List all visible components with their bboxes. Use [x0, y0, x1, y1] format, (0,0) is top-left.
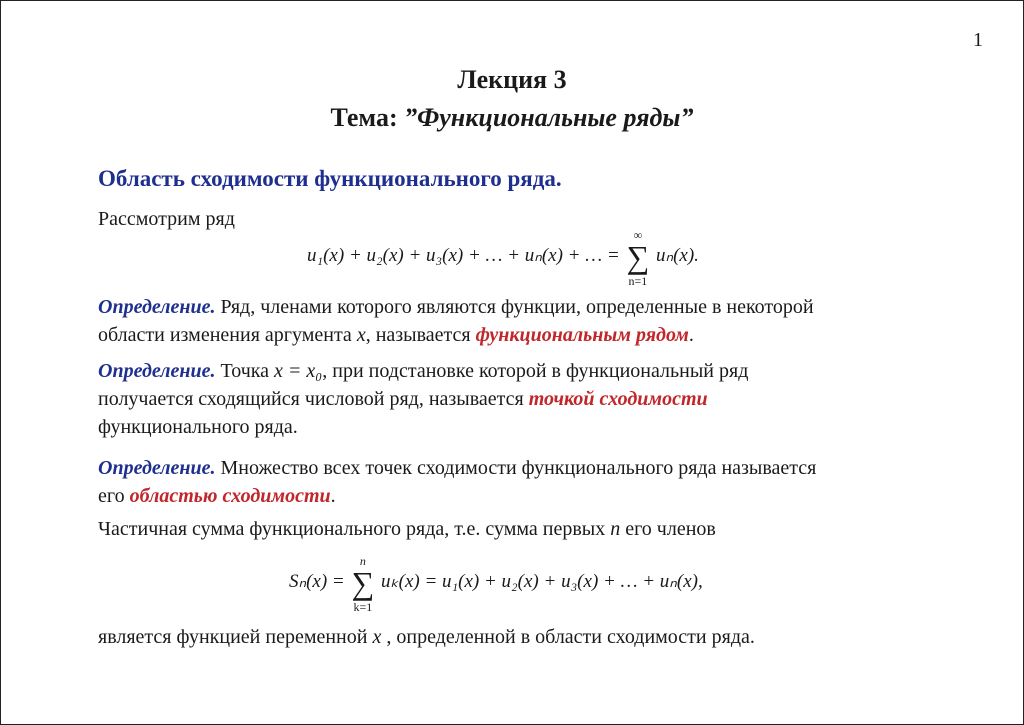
definition-text: Ряд, членами которого являются функции, определенные в некоторой — [215, 296, 814, 318]
summation-sign: ∑ n k=1 — [351, 567, 374, 599]
definition-label: Определение. — [98, 457, 216, 479]
partial-sum-text — [98, 515, 716, 543]
term-convergence-domain: областью сходимости — [129, 485, 331, 507]
sum-lower-limit: n=1 — [628, 274, 648, 288]
variable-x: x — [356, 324, 366, 346]
point-expression: x = x₀ — [274, 360, 323, 382]
definition-label: Определение. — [98, 296, 216, 318]
definition-2-line-3: функционального ряда. — [98, 416, 298, 438]
sum-upper-limit: ∞ — [633, 228, 643, 242]
definition-text: Точка — [215, 360, 275, 382]
definition-2-line-1 — [98, 357, 748, 385]
definition-3-line-2 — [98, 482, 336, 510]
definition-text: , при подстановке которой в функциональный ряд — [322, 360, 749, 382]
section-heading: Область сходимости функционального ряда. — [98, 166, 562, 191]
definition-label: Определение. — [98, 360, 216, 382]
partial-sum-formula — [289, 554, 703, 614]
variable-x: x — [372, 626, 382, 648]
definition-3-line-1 — [98, 454, 816, 482]
series-formula — [307, 228, 699, 288]
variable-n: n — [610, 518, 621, 540]
sum-term: uₙ(x). — [656, 245, 699, 266]
definition-text: , называется — [365, 324, 476, 346]
definition-text: получается сходящийся числовой ряд, называется — [98, 388, 529, 410]
definition-text: Множество всех точек сходимости функционального ряда называется — [215, 457, 817, 479]
definition-text: области изменения аргумента — [98, 324, 357, 346]
topic-line — [1, 103, 1023, 133]
definition-text: . — [688, 324, 694, 346]
intro-text: Рассмотрим ряд — [98, 208, 235, 230]
definition-1-line-2 — [98, 321, 694, 349]
topic-name: ”Функциональные ряды” — [404, 103, 694, 132]
partial-sum-lhs: Sₙ(x) = — [289, 571, 345, 592]
definition-2-line-2 — [98, 385, 708, 413]
term-functional-series: функциональным рядом — [475, 324, 689, 346]
series-lhs: u₁(x) + u₂(x) + u₃(x) + … + uₙ(x) + … = — [307, 245, 620, 266]
summation-sign: ∑ ∞ n=1 — [626, 241, 649, 273]
page-number: 1 — [973, 29, 983, 51]
body-text: Частичная сумма функционального ряда, т.е. сумма первых — [98, 518, 611, 540]
sum-lower-limit: k=1 — [353, 600, 373, 614]
definition-text: . — [330, 485, 336, 507]
topic-prefix: Тема: — [330, 103, 398, 132]
definition-1-line-1 — [98, 293, 814, 321]
body-text: его членов — [620, 518, 716, 540]
lecture-title: Лекция 3 — [457, 65, 567, 94]
body-text: является функцией переменной — [98, 626, 373, 648]
term-convergence-point: точкой сходимости — [528, 388, 708, 410]
body-text: , определенной в области сходимости ряда. — [381, 626, 755, 648]
partial-sum-rhs: uₖ(x) = u₁(x) + u₂(x) + u₃(x) + … + uₙ(x), — [381, 571, 703, 592]
sum-upper-limit: n — [359, 554, 366, 568]
definition-text: его — [98, 485, 130, 507]
conclusion-text — [98, 623, 755, 651]
